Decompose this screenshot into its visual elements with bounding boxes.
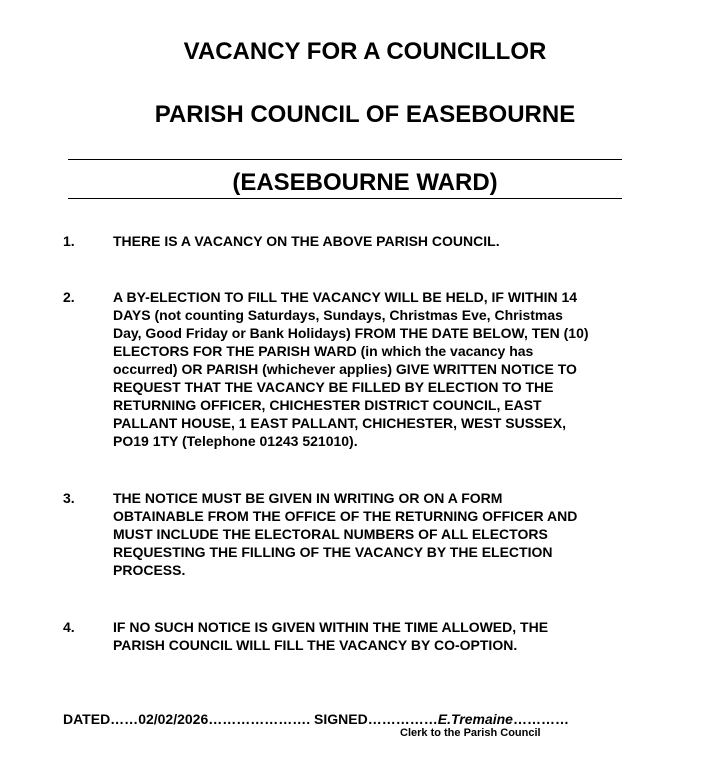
dots: …………: [512, 711, 569, 727]
text-line: DAYS (not counting Saturdays, Sundays, Christmas Eve, Christmas: [113, 307, 563, 323]
ward-name: (EASEBOURNE WARD): [232, 169, 498, 196]
text-line: THERE IS A VACANCY ON THE ABOVE PARISH COUNCIL.: [113, 233, 500, 249]
text-line: PROCESS.: [113, 562, 186, 578]
text-line: REQUESTING THE FILLING OF THE VACANCY BY THE ELECTION: [113, 544, 553, 560]
item-text: [113, 288, 589, 450]
dated-signed-line: [63, 711, 569, 727]
text-line: ELECTORS FOR THE PARISH WARD (in which the vacancy has: [113, 343, 534, 359]
divider-bottom: [68, 198, 622, 199]
dots: ………………….: [208, 711, 315, 727]
divider-top: [68, 159, 622, 160]
text-line: RETURNING OFFICER, CHICHESTER DISTRICT COUNCIL, EAST: [113, 397, 542, 413]
text-line: occurred) OR PARISH (whichever applies) GIVE WRITTEN NOTICE TO: [113, 361, 577, 377]
signed-label: SIGNED……………: [314, 711, 438, 727]
council-name: PARISH COUNCIL OF EASEBOURNE: [154, 101, 576, 128]
text-line: Day, Good Friday or Bank Holidays) FROM THE DATE BELOW, TEN (10): [113, 325, 589, 341]
item-number: 3.: [63, 490, 75, 506]
text-line: THE NOTICE MUST BE GIVEN IN WRITING OR ON A FORM: [113, 490, 503, 506]
item-number: 2.: [63, 289, 75, 305]
signature: E.Tremaine: [437, 711, 513, 727]
item-number: 1.: [63, 233, 75, 249]
text-line: A BY-ELECTION TO FILL THE VACANCY WILL BE HELD, IF WITHIN 14: [113, 289, 578, 305]
notice-title: VACANCY FOR A COUNCILLOR: [183, 38, 547, 65]
text-line: MUST INCLUDE THE ELECTORAL NUMBERS OF ALL ELECTORS: [113, 526, 548, 542]
clerk-title: Clerk to the Parish Council: [400, 727, 541, 739]
item-text: [113, 232, 500, 250]
text-line: IF NO SUCH NOTICE IS GIVEN WITHIN THE TIME ALLOWED, THE: [113, 619, 549, 635]
text-line: PALLANT HOUSE, 1 EAST PALLANT, CHICHESTER, WEST SUSSEX,: [113, 415, 566, 431]
item-text: [113, 489, 577, 579]
text-line: PARISH COUNCIL WILL FILL THE VACANCY BY CO-OPTION.: [113, 637, 518, 653]
item-number: 4.: [63, 619, 75, 635]
text-line: REQUEST THAT THE VACANCY BE FILLED BY ELECTION TO THE: [113, 379, 554, 395]
date-value: 02/02/2026: [138, 711, 209, 727]
item-text: [113, 618, 548, 654]
text-line: PO19 1TY (Telephone 01243 521010).: [113, 433, 358, 449]
dated-label: DATED……: [63, 711, 139, 727]
text-line: OBTAINABLE FROM THE OFFICE OF THE RETURNING OFFICER AND: [113, 508, 578, 524]
